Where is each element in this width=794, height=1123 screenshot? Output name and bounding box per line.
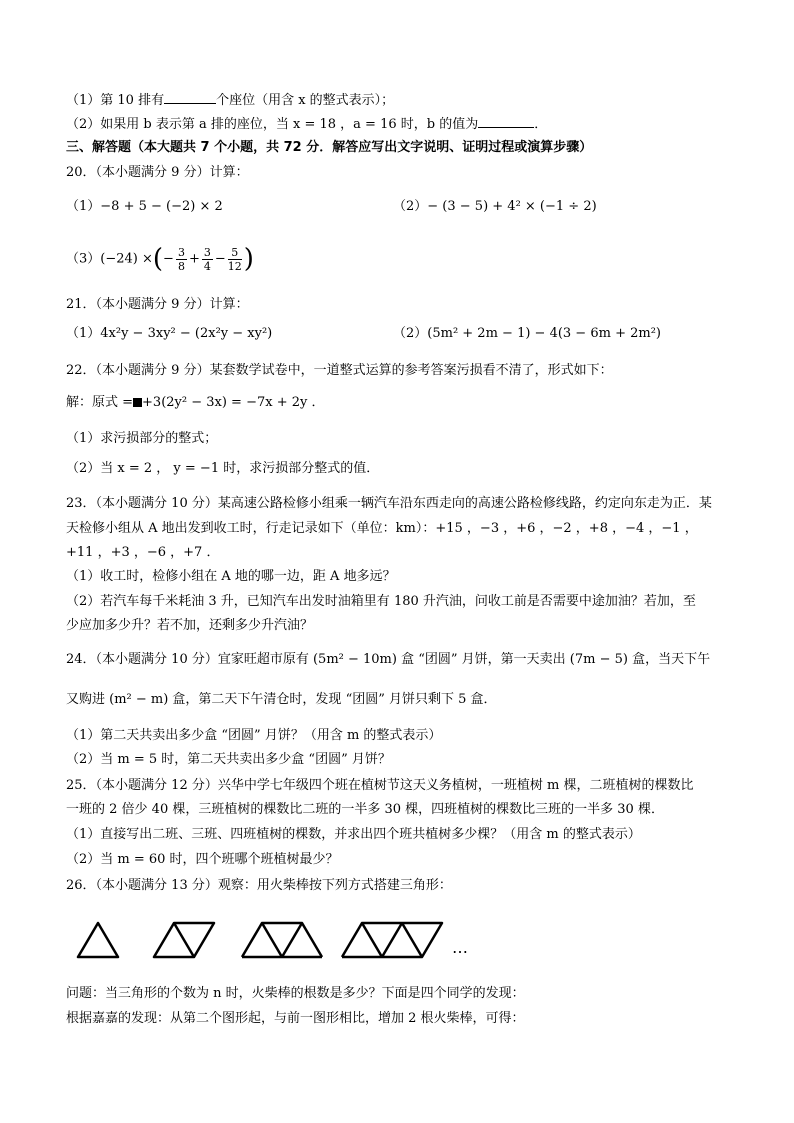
- answer-blank[interactable]: [478, 115, 534, 128]
- q23-line1: 23．（本小题满分 10 分）某高速公路检修小组乘一辆汽车沿东西走向的高速公路检修线路，约定向东走为正．某: [66, 496, 712, 511]
- q24-part2: （2）当 m = 5 时，第二天共卖出多少盒 “团圆” 月饼？: [66, 752, 391, 767]
- q22-solution: 解：原式 = +3(2y² − 3x) = −7x + 2y ．: [66, 395, 325, 410]
- triangle-figure-1: [78, 923, 118, 957]
- q25-line2: 一班的 2 倍少 40 棵，三班植树的棵数比二班的一半多 30 棵，四班植树的棵数比三班的一半多 30 棵．: [66, 802, 664, 817]
- q26-heading: 26．（本小题满分 13 分）观察：用火柴棒按下列方式搭建三角形：: [66, 878, 452, 893]
- continuation-dots: …: [452, 938, 468, 957]
- q21-part1: （1）4x²y − 3xy² − (2x²y − xy²): [66, 326, 273, 341]
- fraction: $\frac{3}{8}$: [177, 245, 185, 273]
- matchstick-triangles-figure: [66, 905, 486, 969]
- q20-heading: 20．（本小题满分 9 分）计算：: [66, 165, 249, 180]
- q23-line3: +11 ，+3 ，−6 ，+7 ．: [66, 545, 220, 560]
- q21-heading: 21．（本小题满分 9 分）计算：: [66, 297, 249, 312]
- q23-part2: （2）若汽车每千米耗油 3 升，已知汽车出发时油箱里有 180 升汽油，问收工前是否需要中途加油？若加，至: [66, 594, 696, 609]
- q19-part1: （1）第 10 排有 个座位（用含 x 的整式表示）；: [66, 93, 395, 108]
- triangle-figure-4: [342, 923, 442, 957]
- q20-part1: （1）−8 + 5 − (−2) × 2: [66, 199, 223, 214]
- q21-part2: （2）(5m² + 2m − 1) − 4(3 − 6m + 2m²): [393, 326, 661, 341]
- q22-heading: 22．（本小题满分 9 分）某套数学试卷中，一道整式运算的参考答案污损看不清了，形式如下：: [66, 363, 613, 378]
- q23-part1: （1）收工时，检修小组在 A 地的哪一边，距 A 地多远？: [66, 569, 396, 584]
- q23-line2: 天检修小组从 A 地出发到收工时，行走记录如下（单位：km）：+15 ，−3 ，+6 ，−2 ，+8 ，−4 ，−1 ，: [66, 521, 698, 536]
- fraction: $\frac{5}{12}$: [227, 245, 242, 273]
- answer-blank[interactable]: [164, 91, 216, 104]
- q26-question: 问题：当三角形的个数为 n 时，火柴棒的根数是多少？下面是四个同学的发现：: [66, 986, 525, 1001]
- q20-part2: （2）− (3 − 5) + 4² × (−1 ÷ 2): [393, 199, 597, 214]
- q24-part1: （1）第二天共卖出多少盒 “团圆” 月饼？（用含 m 的整式表示）: [66, 728, 442, 743]
- q25-part1: （1）直接写出二班、三班、四班植树的棵数，并求出四个班共植树多少棵？（用含 m 的整式表示）: [66, 827, 641, 842]
- q22-part1: （1）求污损部分的整式；: [66, 431, 218, 446]
- q23-part2-cont: 少应加多少升？若不加，还剩多少升汽油？: [66, 618, 314, 633]
- q24-line2: 又购进 (m² − m) 盒，第二天下午清仓时，发现 “团圆” 月饼只剩下 5 盒．: [66, 692, 497, 707]
- q25-line1: 25．（本小题满分 12 分）兴华中学七年级四个班在植树节这天义务植树，一班植树 m 棵，二班植树的棵数比: [66, 778, 694, 793]
- q19-part2: （2）如果用 b 表示第 a 排的座位，当 x = 18 ，a = 16 时，b 的值为 ．: [66, 117, 548, 132]
- triangle-figure-2: [154, 923, 214, 957]
- q26-jiajia: 根据嘉嘉的发现：从第二个图形起，与前一图形相比，增加 2 根火柴棒，可得：: [66, 1011, 525, 1026]
- fraction: $\frac{3}{4}$: [203, 245, 211, 273]
- q20-part3: （3）(−24) ×(− $\frac{3}{8}$ + $\frac{3}{4}$ − $\frac{5}{12}$ ): [66, 244, 254, 274]
- q25-part2: （2）当 m = 60 时，四个班哪个班植树最少？: [66, 852, 339, 867]
- q24-line1: 24．（本小题满分 10 分）宜家旺超市原有 (5m² − 10m) 盒 “团圆” 月饼，第一天卖出 (7m − 5) 盒，当天下午: [66, 652, 711, 667]
- section-heading: 三、解答题（本大题共 7 个小题，共 72 分．解答应写出文字说明、证明过程或演算步骤）: [66, 140, 593, 155]
- q22-part2: （2）当 x = 2 ， y = −1 时，求污损部分整式的值．: [66, 461, 380, 476]
- triangle-figure-3: [242, 923, 322, 957]
- smudge-block: [133, 398, 142, 407]
